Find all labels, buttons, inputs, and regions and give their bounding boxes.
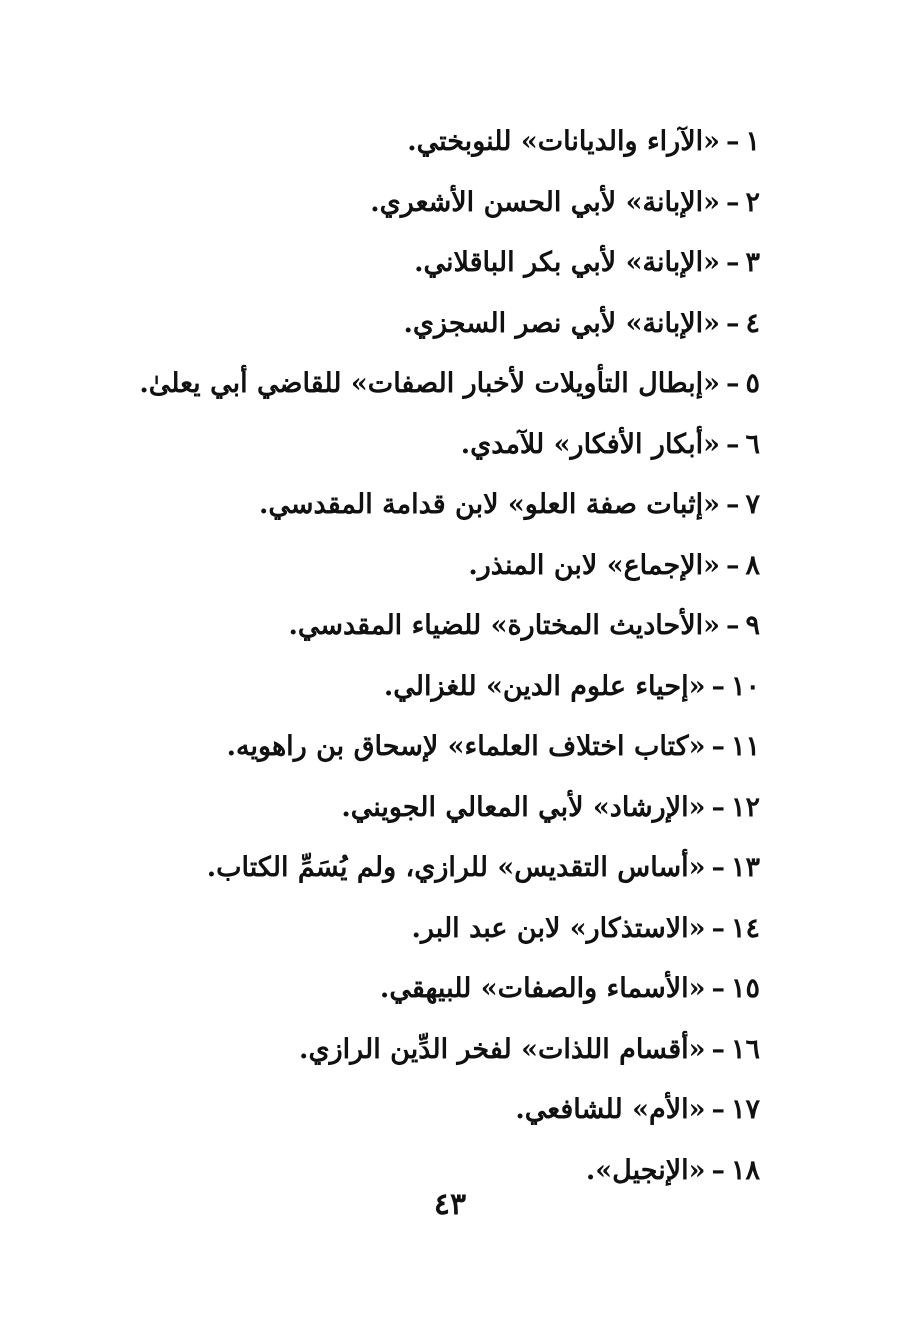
item-text: «الأحاديث المختارة» للضياء المقدسي. bbox=[288, 610, 720, 641]
list-item bbox=[60, 959, 760, 1020]
list-item bbox=[60, 233, 760, 294]
item-text: «الاستذكار» لابن عبد البر. bbox=[411, 912, 706, 944]
item-text: «الأسماء والصفات» للبيهقي. bbox=[379, 973, 706, 1004]
item-number: ١٤ bbox=[730, 912, 760, 944]
item-number: ٦ bbox=[745, 428, 760, 460]
item-number: ١١ bbox=[730, 731, 760, 762]
item-separator: – bbox=[711, 1033, 725, 1065]
item-text: «الآراء والديانات» للنوبختي. bbox=[407, 126, 720, 157]
item-separator: – bbox=[725, 247, 740, 278]
item-separator: – bbox=[711, 1154, 725, 1186]
item-number: ٨ bbox=[745, 549, 760, 581]
item-number: ٧ bbox=[745, 489, 760, 520]
list-item bbox=[60, 1080, 760, 1141]
item-text: «أقسام اللذات» لفخر الدِّين الرازي. bbox=[299, 1033, 706, 1065]
item-number: ١٢ bbox=[730, 791, 760, 823]
item-text: «الإبانة» لأبي بكر الباقلاني. bbox=[414, 247, 720, 278]
item-text: «كتاب اختلاف العلماء» لإسحاق بن راهويه. bbox=[226, 731, 706, 762]
item-separator: – bbox=[711, 912, 725, 944]
list-item bbox=[60, 415, 760, 476]
item-number: ١ bbox=[745, 126, 760, 157]
list-item bbox=[60, 778, 760, 839]
item-separator: – bbox=[725, 126, 740, 157]
list-item bbox=[60, 354, 760, 415]
list-item bbox=[60, 838, 760, 899]
list-item bbox=[60, 717, 760, 778]
item-separator: – bbox=[711, 791, 725, 823]
item-text: «أساس التقديس» للرازي، ولم يُسَمِّ الكتاب. bbox=[206, 852, 706, 883]
item-number: ٩ bbox=[745, 610, 760, 641]
list-item bbox=[60, 112, 760, 173]
item-number: ١٦ bbox=[730, 1033, 760, 1065]
item-text: «الإرشاد» لأبي المعالي الجويني. bbox=[341, 791, 706, 823]
list-item bbox=[60, 657, 760, 718]
item-text: «الإنجيل». bbox=[585, 1154, 706, 1186]
item-text: «إبطال التأويلات لأخبار الصفات» للقاضي أبي يعلىٰ. bbox=[139, 368, 720, 399]
page-number: ٤٣ bbox=[433, 1187, 467, 1222]
list-item bbox=[60, 294, 760, 355]
list-item bbox=[60, 596, 760, 657]
reference-list bbox=[60, 112, 760, 1201]
item-number: ٣ bbox=[745, 247, 760, 278]
item-separator: – bbox=[711, 852, 725, 883]
item-number: ٥ bbox=[745, 368, 760, 399]
item-separator: – bbox=[725, 549, 740, 581]
item-separator: – bbox=[725, 368, 740, 399]
item-separator: – bbox=[725, 186, 740, 218]
item-number: ١٧ bbox=[730, 1094, 760, 1125]
list-item bbox=[60, 1020, 760, 1081]
item-text: «إحياء علوم الدين» للغزالي. bbox=[383, 670, 706, 702]
item-text: «الإجماع» لابن المنذر. bbox=[468, 549, 720, 581]
item-separator: – bbox=[725, 307, 740, 339]
item-separator: – bbox=[711, 1094, 725, 1125]
list-item bbox=[60, 475, 760, 536]
list-item bbox=[60, 899, 760, 960]
item-separator: – bbox=[711, 973, 725, 1004]
item-number: ٤ bbox=[745, 307, 760, 339]
list-item bbox=[60, 536, 760, 597]
item-separator: – bbox=[725, 610, 740, 641]
item-number: ١٠ bbox=[730, 670, 760, 702]
item-number: ١٣ bbox=[730, 852, 760, 883]
item-separator: – bbox=[725, 489, 740, 520]
item-number: ١٨ bbox=[730, 1154, 760, 1186]
list-item bbox=[60, 173, 760, 234]
item-number: ١٥ bbox=[730, 973, 760, 1004]
item-number: ٢ bbox=[745, 186, 760, 218]
item-text: «أبكار الأفكار» للآمدي. bbox=[460, 428, 720, 460]
item-separator: – bbox=[711, 670, 725, 702]
item-separator: – bbox=[711, 731, 725, 762]
item-text: «الإبانة» لأبي الحسن الأشعري. bbox=[370, 186, 720, 218]
item-text: «الأم» للشافعي. bbox=[515, 1094, 706, 1125]
item-text: «الإبانة» لأبي نصر السجزي. bbox=[403, 307, 720, 339]
item-text: «إثبات صفة العلو» لابن قدامة المقدسي. bbox=[259, 489, 720, 520]
item-separator: – bbox=[725, 428, 740, 460]
